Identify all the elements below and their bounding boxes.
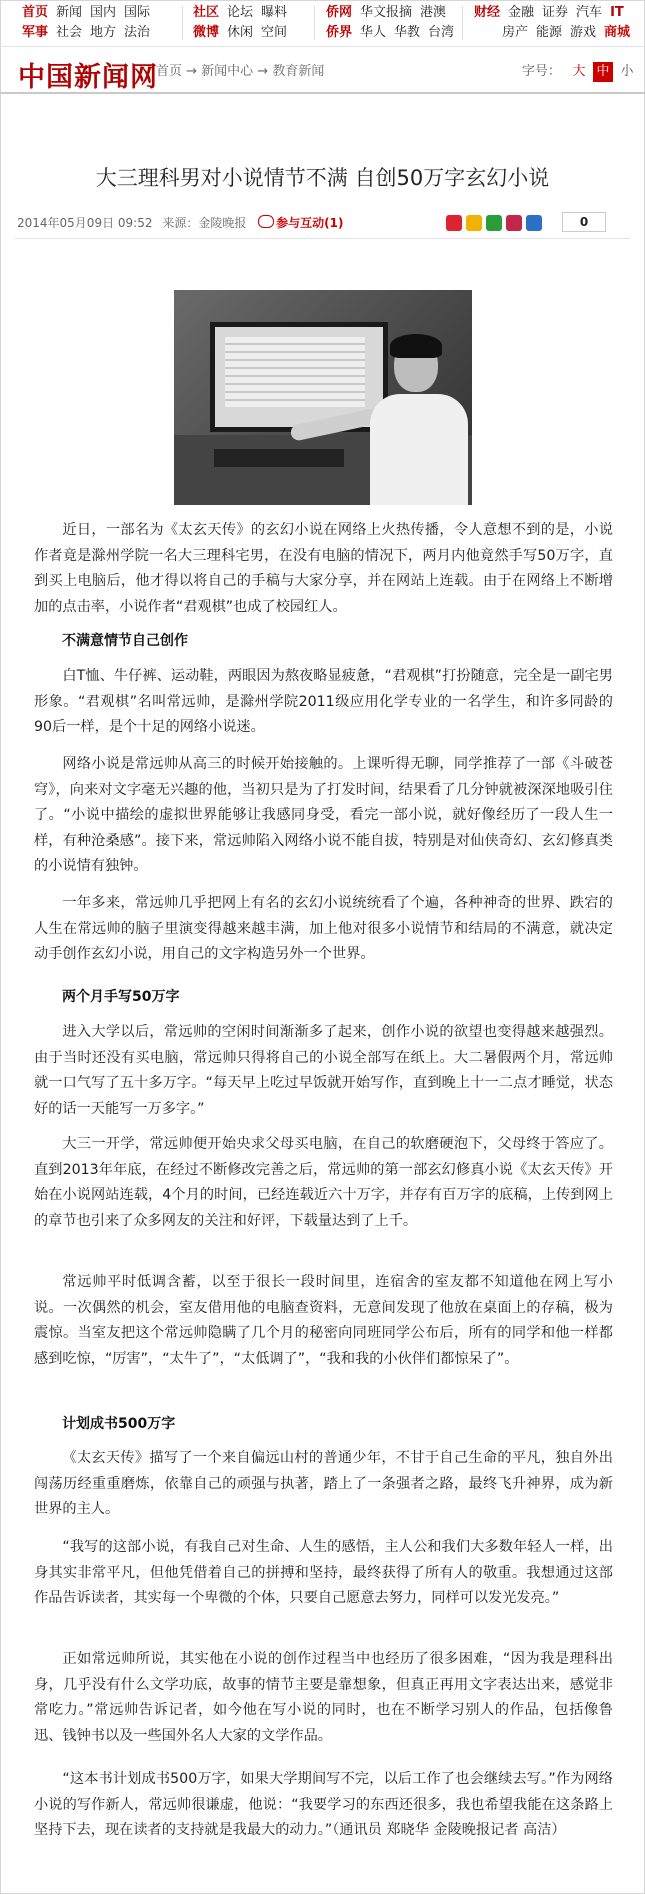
article-paragraph: 大三一开学，常远帅便开始央求父母买电脑，在自己的软磨硬泡下，父母终于答应了。直到2013年年底，在经过不断修改完善之后，常远帅的第一部玄幻修真小说《太玄天传》开始在小说网站连载，4个月的时间，已经连载近六十万字，并存有百万字的底稿，上传到网上的章节也引来了众多网友的关注和好评，下载量达到了上千。 bbox=[34, 1136, 613, 1229]
nav-divider bbox=[182, 6, 183, 40]
nav-link[interactable]: 国内 bbox=[90, 5, 117, 20]
article-source: 来源：金陵晚报 bbox=[162, 216, 247, 230]
nav-link[interactable]: 华人 bbox=[360, 25, 387, 40]
nav-link[interactable]: 曝料 bbox=[261, 5, 288, 20]
share-counter: 0 bbox=[562, 212, 606, 232]
nav-link[interactable]: 金融 bbox=[508, 5, 535, 20]
nav-link-it[interactable]: IT bbox=[610, 5, 624, 20]
nav-link[interactable]: 地方 bbox=[90, 25, 117, 40]
nav-row bbox=[22, 23, 158, 43]
article-paragraph: “这本书计划成书500万字，如果大学期间写不完，以后工作了也会继续去写。”作为网络小说的写作新人，常远帅很谦虚，他说：“我要学习的东西还很多，我也希望我能在这条路上坚持下去，现在读者的支持就是我最大的动力。”（通讯员 郑晓华 金陵晚报记者 高洁） bbox=[34, 1771, 613, 1838]
breadcrumb[interactable]: 首页 → 新闻中心 → 教育新闻 bbox=[156, 64, 325, 79]
nav-group-community bbox=[193, 3, 295, 43]
article-meta bbox=[17, 214, 343, 231]
divider bbox=[15, 238, 630, 239]
nav-link[interactable]: 游戏 bbox=[570, 25, 597, 40]
nav-link-weibo[interactable]: 微博 bbox=[193, 25, 220, 40]
font-size-switcher bbox=[518, 60, 637, 82]
article-date: 2014年05月09日 09:52 bbox=[17, 216, 153, 230]
photo-body bbox=[370, 394, 468, 505]
nav-row bbox=[326, 23, 462, 43]
nav-link-community[interactable]: 社区 bbox=[193, 5, 220, 20]
nav-link[interactable]: 能源 bbox=[536, 25, 563, 40]
nav-link[interactable]: 汽车 bbox=[576, 5, 603, 20]
more-share-icon[interactable] bbox=[526, 215, 542, 231]
nav-link[interactable]: 台湾 bbox=[428, 25, 455, 40]
article-paragraph: 一年多来，常远帅几乎把网上有名的玄幻小说统统看了个遍，各种神奇的世界、跌宕的人生在常远帅的脑子里演变得越来越丰满，加上他对很多小说情节和结局的不满意，就决定动手创作玄幻小说，用自己的文字构造另外一个世界。 bbox=[34, 895, 613, 962]
nav-link[interactable]: 空间 bbox=[261, 25, 288, 40]
article-paragraph: 进入大学以后，常远帅的空闲时间渐渐多了起来，创作小说的欲望也变得越来越强烈。由于当时还没有买电脑，常远帅只得将自己的小说全部写在纸上。大二暑假两个月，常远帅就一口气写了五十多万字。“每天早上吃过早饭就开始写作，直到晚上十一二点才睡觉，状态好的话一天能写一万多字。” bbox=[34, 1024, 613, 1117]
nav-link-qiaojie[interactable]: 侨界 bbox=[326, 25, 353, 40]
nav-link-home[interactable]: 首页 bbox=[22, 5, 49, 20]
section-heading: 两个月手写50万字 bbox=[62, 989, 180, 1005]
nav-link[interactable]: 休闲 bbox=[227, 25, 254, 40]
section-heading: 计划成书500万字 bbox=[62, 1416, 176, 1432]
nav-group-finance bbox=[474, 3, 638, 43]
font-size-label: 字号： bbox=[521, 64, 561, 79]
font-size-medium-button[interactable]: 中 bbox=[593, 62, 613, 82]
article-paragraph: 正如常远帅所说，其实他在小说的创作过程当中也经历了很多困难，“因为我是理科出身，几乎没有什么文学功底，故事的情节主要是靠想象，但真正再用文字表达出来，感觉非常吃力。”常远帅告诉记者，如今他在写小说的同时，也在不断学习别人的作品，包括像鲁迅、钱钟书以及一些国外名人大家的文学作品。 bbox=[34, 1651, 613, 1744]
nav-row bbox=[474, 23, 638, 43]
article-paragraph: 近日，一部名为《太玄天传》的玄幻小说在网络上火热传播，令人意想不到的是，小说作者竟是滁州学院一名大三理科宅男，在没有电脑的情况下，两月内他竟然手写50万字，直到买上电脑后，他才得以将自己的手稿与大家分享，并在网站上连载。由于在网络上不断增加的点击率，小说作者“君观棋”也成了校园红人。 bbox=[34, 522, 613, 615]
nav-row bbox=[193, 23, 295, 43]
article-paragraph: 白T恤、牛仔裤、运动鞋，两眼因为熬夜略显疲惫，“君观棋”打扮随意，完全是一副宅男形象。“君观棋”名叫常远帅，是滁州学院2011级应用化学专业的一名学生，和许多同龄的90后一样，是个十足的网络小说迷。 bbox=[34, 668, 613, 735]
nav-link[interactable]: 国际 bbox=[124, 5, 151, 20]
font-size-small-button[interactable]: 小 bbox=[620, 64, 634, 79]
nav-link-military[interactable]: 军事 bbox=[22, 25, 49, 40]
comment-icon[interactable] bbox=[258, 215, 274, 228]
nav-link-mall[interactable]: 商城 bbox=[604, 25, 631, 40]
article-paragraph: “我写的这部小说，有我自己对生命、人生的感悟，主人公和我们大多数年轻人一样，出身其实非常平凡，但他凭借着自己的拼搏和坚持，最终获得了所有人的敬重。我想通过这部作品告诉读者，其实每一个卑微的个体，只要自己愿意去努力，同样可以发光发亮。” bbox=[34, 1539, 613, 1606]
photo-person bbox=[370, 338, 468, 505]
nav-link[interactable]: 房产 bbox=[502, 25, 529, 40]
nav-row bbox=[193, 3, 295, 23]
site-logo[interactable]: 中国新闻网 bbox=[18, 62, 158, 93]
nav-link[interactable]: 港澳 bbox=[420, 5, 447, 20]
nav-link-qiaowang[interactable]: 侨网 bbox=[326, 5, 353, 20]
section-heading: 不满意情节自己创作 bbox=[62, 633, 188, 649]
site-header bbox=[0, 47, 645, 94]
photo-keyboard bbox=[214, 449, 344, 467]
nav-row bbox=[474, 3, 638, 23]
nav-link[interactable]: 证券 bbox=[542, 5, 569, 20]
nav-group-news bbox=[22, 3, 158, 43]
nav-group-overseas bbox=[326, 3, 462, 43]
nav-link[interactable]: 华教 bbox=[394, 25, 421, 40]
article-paragraph: 常远帅平时低调含蓄，以至于很长一段时间里，连宿舍的室友都不知道他在网上写小说。一次偶然的机会，室友借用他的电脑查资料，无意间发现了他放在桌面上的存稿，极为震惊。当室友把这个常远帅隐瞒了几个月的秘密向同班同学公布后，所有的同学和他一样都感到吃惊，“厉害”，“太牛了”，“太低调了”，“我和我的小伙伴们都惊呆了”。 bbox=[34, 1274, 613, 1367]
nav-divider bbox=[314, 6, 315, 40]
nav-link[interactable]: 华文报摘 bbox=[360, 5, 413, 20]
top-navigation bbox=[0, 0, 645, 47]
nav-row bbox=[22, 3, 158, 23]
wechat-share-icon[interactable] bbox=[486, 215, 502, 231]
article-paragraph: 《太玄天传》描写了一个来自偏远山村的普通少年，不甘于自己生命的平凡，独自外出闯荡历经重重磨炼，依靠自己的顽强与执著，踏上了一条强者之路，最终飞升神界，成为新世界的主人。 bbox=[34, 1450, 613, 1517]
photo-hair bbox=[390, 334, 442, 358]
weibo-share-icon[interactable] bbox=[446, 215, 462, 231]
nav-link[interactable]: 法治 bbox=[124, 25, 151, 40]
nav-row bbox=[326, 3, 462, 23]
font-size-large-button[interactable]: 大 bbox=[572, 64, 586, 79]
share-bar bbox=[446, 212, 546, 230]
nav-link[interactable]: 新闻 bbox=[56, 5, 83, 20]
nav-link-finance[interactable]: 财经 bbox=[474, 5, 501, 20]
nav-link[interactable]: 论坛 bbox=[227, 5, 254, 20]
article-paragraph: 网络小说是常远帅从高三的时候开始接触的。上课听得无聊，同学推荐了一部《斗破苍穹》，向来对文字毫无兴趣的他，当初只是为了打发时间，结果看了几分钟就被深深地吸引住了。“小说中描绘的虚拟世界能够让我感同身受，看完一部小说，就好像经历了一段人生一样，有种沧桑感”。接下来，常远帅陷入网络小说不能自拔，特别是对仙侠奇幻、玄幻修真类的小说情有独钟。 bbox=[34, 756, 613, 874]
article-photo bbox=[174, 290, 472, 505]
article-title: 大三理科男对小说情节不满 自创50万字玄幻小说 bbox=[95, 166, 550, 190]
renren-share-icon[interactable] bbox=[506, 215, 522, 231]
nav-link[interactable]: 社会 bbox=[56, 25, 83, 40]
comments-link[interactable]: 参与互动(1) bbox=[276, 216, 344, 230]
qzone-share-icon[interactable] bbox=[466, 215, 482, 231]
nav-divider bbox=[462, 6, 463, 40]
